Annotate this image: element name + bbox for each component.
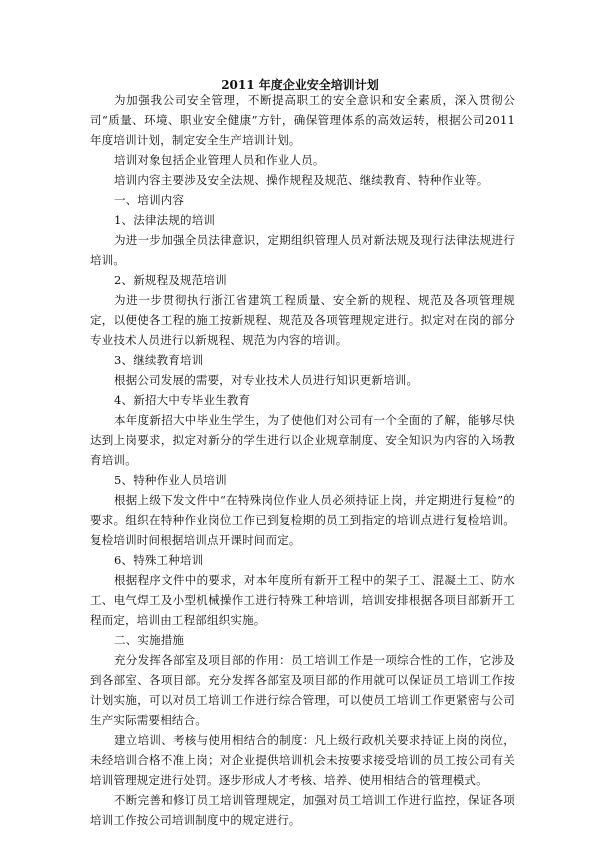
- training-content-summary: 培训内容主要涉及安全法规、操作规程及规范、继续教育、特种作业等。: [114, 173, 489, 187]
- training-targets-paragraph: 培训对象包括企业管理人员和作业人员。: [114, 153, 325, 167]
- paragraph-special-operations: 根据上级下发文件中“在特殊岗位作业人员必须持证上岗，并定期进行复检”的要求。组织在特种作业岗位工作已到复检期的员工到指定的培训点进行复检培训。复检培训时间根据培训点开课时间而定。: [90, 493, 515, 547]
- paragraph-continuing-education: 根据公司发展的需要，对专业技术人员进行知识更新培训。: [114, 373, 419, 387]
- section-heading-1: 一、培训内容: [114, 193, 185, 207]
- document-title: 2011 年度企业安全培训计划: [221, 78, 379, 92]
- subheading-special-trades: 6、特殊工种培训: [114, 553, 204, 567]
- intro-paragraph: 为加强我公司安全管理，不断提高职工的安全意识和安全素质，深入贯彻公司“质量、环境、职业安全健康”方针，确保管理体系的高效运转，根据公司2011年度培训计划，制定安全生产培训计划。: [90, 93, 515, 147]
- subheading-continuing-education: 3、继续教育培训: [114, 353, 204, 367]
- subheading-laws: 1、法律法规的培训: [114, 213, 216, 227]
- paragraph-new-graduates: 本年度新招大中毕业生学生，为了使他们对公司有一个全面的了解，能够尽快达到上岗要求，拟定对新分的学生进行以企业规章制度、安全知识为内容的入场教育培训。: [90, 413, 515, 467]
- paragraph-laws: 为进一步加强全员法律意识，定期组织管理人员对新法规及现行法律法规进行培训。: [90, 233, 515, 267]
- subheading-special-operations: 5、特种作业人员培训: [114, 473, 227, 487]
- section-heading-2: 二、实施措施: [114, 633, 185, 647]
- subheading-regulations: 2、新规程及规范培训: [114, 273, 227, 287]
- paragraph-assessment-system: 建立培训、考核与使用相结合的制度：凡上级行政机关要求持证上岗的岗位，未经培训合格不准上岗；对企业提供培训机会未按要求接受培训的员工按公司有关培训管理规定进行处罚。逐步形成人才考核、培养、使用相结合的管理模式。: [90, 733, 515, 787]
- paragraph-improve-regulations: 不断完善和修订员工培训管理规定，加强对员工培训工作进行监控，保证各项培训工作按公司培训制度中的规定进行。: [90, 793, 515, 827]
- paragraph-regulations: 为进一步贯彻执行浙江省建筑工程质量、安全新的规程、规范及各项管理规定，以便使各工程的施工按新规程、规范及各项管理规定进行。拟定对在岗的部分专业技术人员进行以新规程、规范为内容的培训。: [90, 293, 515, 347]
- paragraph-departments-role: 充分发挥各部室及项目部的作用：员工培训工作是一项综合性的工作，它涉及到各部室、各项目部。充分发挥各部室及项目部的作用就可以保证员工培训工作按计划实施，可以对员工培训工作进行综合管理，可以使员工培训工作更紧密与公司生产实际需要相结合。: [90, 653, 515, 727]
- subheading-new-graduates: 4、新招大中专毕业生教育: [114, 393, 251, 407]
- paragraph-special-trades: 根据程序文件中的要求，对本年度所有新开工程中的架子工、混凝土工、防水工、电气焊工及小型机械操作工进行特殊工种培训，培训安排根据各项目部新开工程而定，培训由工程部组织实施。: [90, 573, 515, 627]
